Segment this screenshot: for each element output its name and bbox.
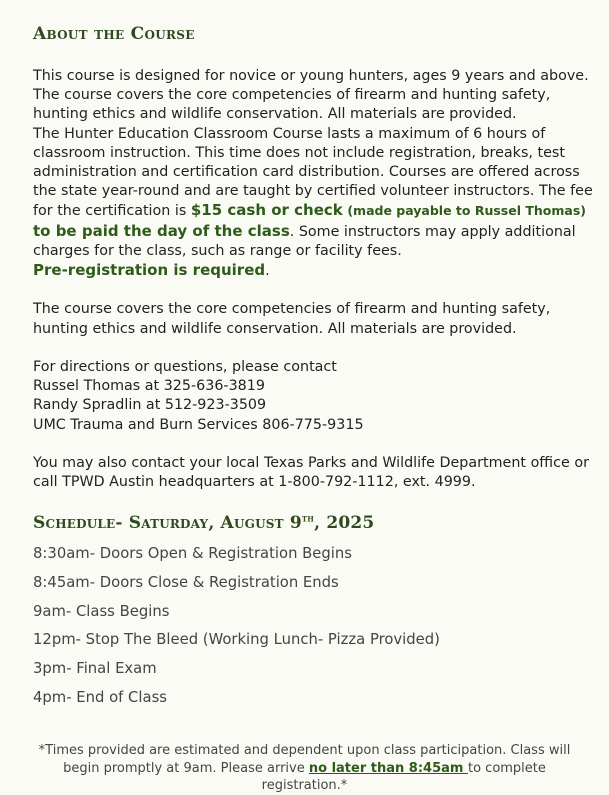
- schedule-item: 9am- Class Begins: [33, 602, 170, 620]
- schedule-item: 8:45am- Doors Close & Registration Ends: [33, 573, 339, 591]
- payment-day-note: to be paid the day of the class: [33, 221, 290, 240]
- course-details-paragraph: [33, 125, 593, 261]
- prereg-paragraph: [33, 261, 593, 281]
- arrival-deadline: no later than 8:45am: [308, 760, 468, 776]
- schedule-heading-year: , 2025: [314, 513, 375, 533]
- competencies-paragraph: The course covers the core competencies of firearm and hunting safety, hunting ethics and wildlife conservation. All materials are provided.: [33, 301, 551, 337]
- payable-note: (made payable to Russel Thomas): [347, 203, 586, 219]
- tpwd-paragraph: You may also contact your local Texas Parks and Wildlife Department office or call TPWD Austin headquarters at 1-800-792-1112, ext. 4999.: [33, 455, 589, 491]
- schedule-item: 3pm- Final Exam: [33, 660, 157, 678]
- footnote-end: to complete registration.*: [261, 760, 546, 793]
- schedule-heading-text: Schedule- Saturday, August 9: [33, 513, 302, 533]
- about-heading: About the Course: [33, 24, 195, 44]
- schedule-item: 8:30am- Doors Open & Registration Begins: [33, 545, 352, 562]
- intro-paragraph: This course is designed for novice or young hunters, ages 9 years and above. The course covers the core competencies of firearm and hunting safety, hunting ethics and wildlife conservation. All materials are provided.: [33, 68, 589, 123]
- schedule-item: 12pm- Stop The Bleed (Working Lunch- Pizza Provided): [33, 631, 440, 649]
- footnote-text: *Times provided are estimated and dependent upon class participation. Class will begin promptly at 9am. Please arrive: [38, 743, 571, 776]
- footnote: [20, 742, 589, 795]
- about-body: [33, 67, 593, 492]
- schedule-heading-ordinal: th: [301, 513, 315, 525]
- prereg-end: .: [265, 263, 270, 280]
- course-details-text: The Hunter Education Classroom Course lasts a maximum of 6 hours of classroom instruction. This time does not include registration, breaks, test administration and certification card distribution. Courses are offered across the state year-round and are taught by certified volunteer instructors. The fee for the certification is: [33, 125, 593, 220]
- contact-line: Russel Thomas at 325-636-3819: [33, 378, 265, 395]
- schedule-heading: [33, 513, 374, 533]
- contact-line: UMC Trauma and Burn Services 806-775-9315: [33, 416, 364, 433]
- contact-intro: For directions or questions, please contact: [33, 359, 337, 376]
- prereg-notice: Pre-registration is required: [33, 261, 266, 280]
- schedule-list: [33, 543, 440, 716]
- contact-line: Randy Spradlin at 512-923-3509: [33, 397, 267, 414]
- extra-charges-text: . Some instructors may apply additional charges for the class, such as range or facility fees.: [33, 223, 576, 259]
- fee-amount: $15 cash or check: [190, 201, 343, 220]
- schedule-item: 4pm- End of Class: [33, 688, 167, 706]
